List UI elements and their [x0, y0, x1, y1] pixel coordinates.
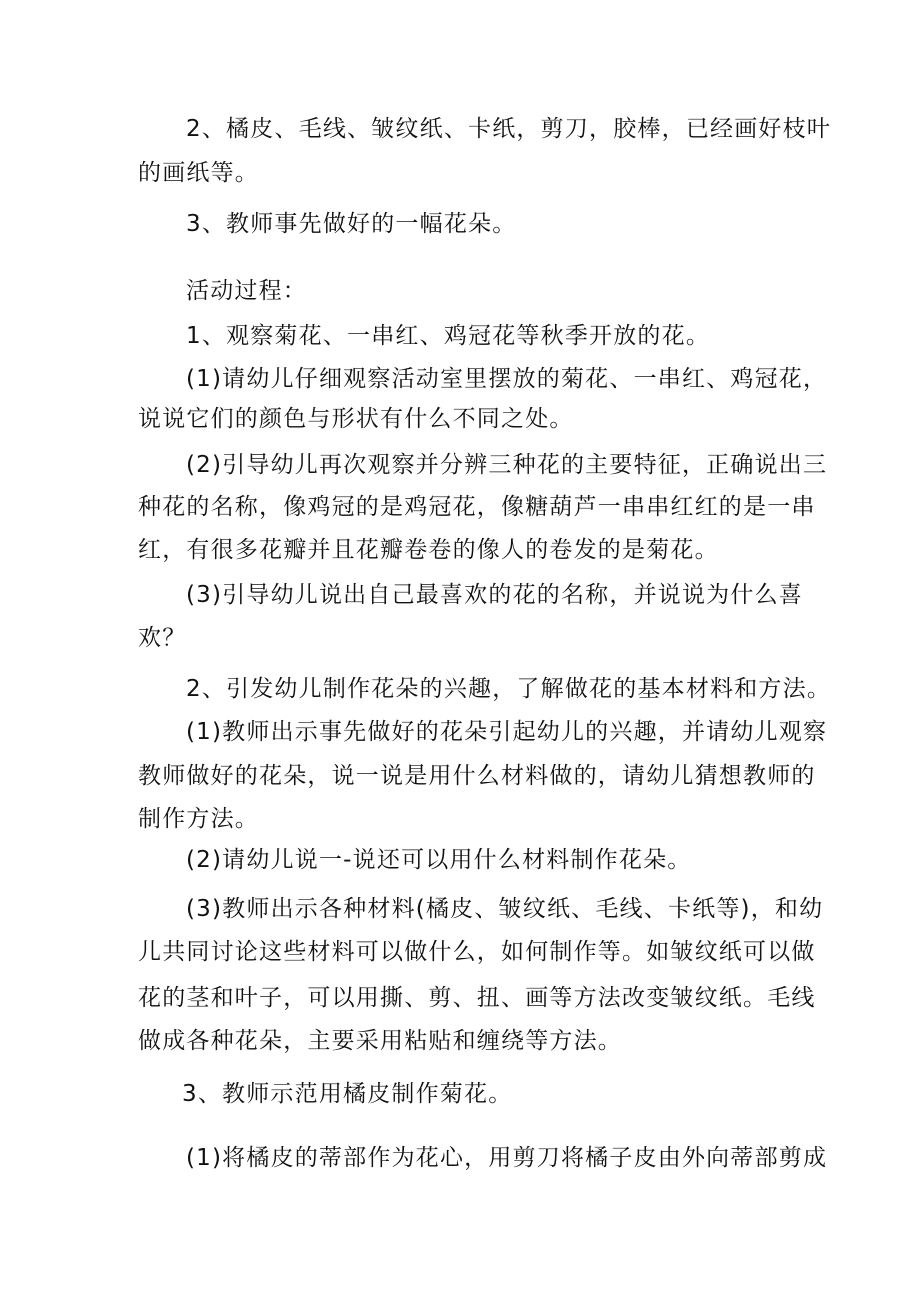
text-line: (2)引导幼儿再次观察并分辨三种花的主要特征，正确说出三 — [186, 452, 828, 478]
section-heading: 活动过程： — [186, 278, 307, 304]
text-line: (1)请幼儿仔细观察活动室里摆放的菊花、一串红、鸡冠花， — [186, 366, 828, 392]
text-line: 3、教师事先做好的一幅花朵。 — [186, 211, 517, 237]
text-line: 制作方法。 — [138, 806, 259, 832]
text-line: 3、教师示范用橘皮制作菊花。 — [182, 1081, 513, 1107]
text-line: 儿共同讨论这些材料可以做什么，如何制作等。如皱纹纸可以做 — [138, 939, 816, 965]
text-line: 花的茎和叶子，可以用撕、剪、扭、画等方法改变皱纹纸。毛线 — [138, 985, 816, 1011]
text-line: (2)请幼儿说一-说还可以用什么材料制作花朵。 — [186, 847, 692, 873]
text-line: 2、橘皮、毛线、皱纹纸、卡纸，剪刀，胶棒，已经画好枝叶 — [186, 116, 832, 142]
text-line: 欢？ — [138, 625, 187, 651]
text-line: 说说它们的颜色与形状有什么不同之处。 — [138, 406, 574, 432]
text-line: 教师做好的花朵，说一说是用什么材料做的，请幼儿猜想教师的 — [138, 763, 816, 789]
text-line: (1)教师出示事先做好的花朵引起幼儿的兴趣，并请幼儿观察 — [186, 719, 828, 745]
text-line: 2、引发幼儿制作花朵的兴趣，了解做花的基本材料和方法。 — [186, 676, 832, 702]
text-line: 1、观察菊花、一串红、鸡冠花等秋季开放的花。 — [186, 323, 711, 349]
text-line: (3)教师出示各种材料(橘皮、皱纹纸、毛线、卡纸等)，和幼 — [186, 896, 824, 922]
text-line: 做成各种花朵，主要采用粘贴和缠绕等方法。 — [138, 1028, 622, 1054]
text-line: 红，有很多花瓣并且花瓣卷卷的像人的卷发的是菊花。 — [138, 537, 719, 563]
text-line: (3)引导幼儿说出自己最喜欢的花的名称，并说说为什么喜 — [186, 582, 803, 608]
text-line: 种花的名称，像鸡冠的是鸡冠花，像糖葫芦一串串红红的是一串 — [138, 494, 816, 520]
text-line: 的画纸等。 — [138, 160, 259, 186]
text-line: (1)将橘皮的蒂部作为花心，用剪刀将橘子皮由外向蒂部剪成 — [186, 1145, 828, 1171]
